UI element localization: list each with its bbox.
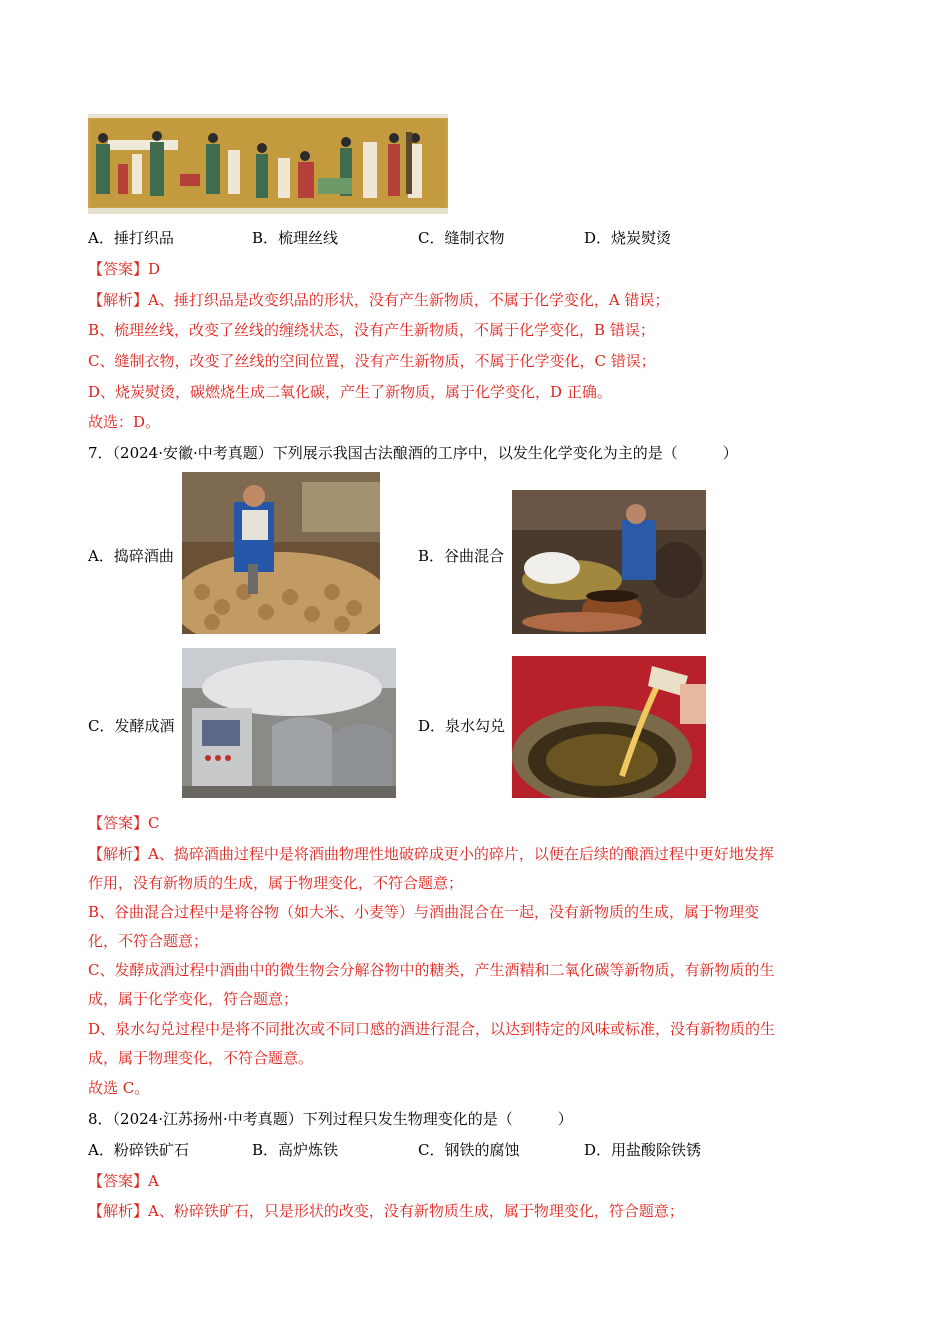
crushing-yeast-photo — [182, 472, 380, 634]
q6-option-d: D．烧炭熨烫 — [584, 229, 672, 247]
q7-answer: 【答案】C — [88, 814, 160, 832]
q7-analysis-line: D、泉水勾兑过程中是将不同批次或不同口感的酒进行混合，以达到特定的风味或标准，没有新物质的生 — [88, 1020, 776, 1038]
fermentation-photo — [182, 648, 396, 798]
q8-stem: 8．（2024·江苏扬州·中考真题）下列过程只发生物理变化的是（ ） — [88, 1110, 573, 1128]
q7-option-d: D．泉水勾兑 — [418, 717, 506, 735]
q8-option-b: B．高炉炼铁 — [252, 1141, 339, 1159]
q8-option-c: C．钢铁的腐蚀 — [418, 1141, 520, 1159]
q7-analysis-line: 成，属于化学变化，符合题意； — [88, 990, 299, 1008]
q8-answer: 【答案】A — [88, 1172, 159, 1190]
mixing-grain-photo — [512, 490, 706, 634]
q7-option-c: C．发酵成酒 — [88, 717, 175, 735]
q7-analysis-line: 作用，没有新物质的生成，属于物理变化，不符合题意； — [88, 874, 464, 892]
q7-option-b: B．谷曲混合 — [418, 547, 505, 565]
q8-option-d: D．用盐酸除铁锈 — [584, 1141, 702, 1159]
q6-option-b: B．梳理丝线 — [252, 229, 339, 247]
q8-analysis-line: 【解析】A、粉碎铁矿石，只是形状的改变，没有新物质生成，属于物理变化，符合题意； — [88, 1202, 684, 1220]
q8-option-a: A．粉碎铁矿石 — [88, 1141, 189, 1159]
q6-analysis-line: D、烧炭熨烫，碳燃烧生成二氧化碳，产生了新物质，属于化学变化，D 正确。 — [88, 383, 612, 401]
q6-option-c: C．缝制衣物 — [418, 229, 505, 247]
q7-analysis-line: 化，不符合题意； — [88, 932, 209, 950]
q6-analysis-line: 故选：D。 — [88, 413, 161, 431]
q7-analysis-line: 【解析】A、捣碎酒曲过程中是将酒曲物理性地破碎成更小的碎片，以便在后续的酿酒过程中更好地发挥 — [88, 845, 774, 863]
blending-liquor-photo — [512, 656, 706, 798]
q6-analysis-line: C、缝制衣物，改变了丝线的空间位置，没有产生新物质，不属于化学变化，C 错误； — [88, 352, 656, 370]
q6-answer: 【答案】D — [88, 260, 161, 278]
q6-analysis-line: 【解析】A、捶打织品是改变织品的形状，没有产生新物质，不属于化学变化，A 错误； — [88, 291, 670, 309]
q6-option-a: A．捶打织品 — [88, 229, 174, 247]
q7-stem: 7．（2024·安徽·中考真题）下列展示我国古法酿酒的工序中，以发生化学变化为主的是（ ） — [88, 444, 738, 462]
q7-analysis-line: C、发酵成酒过程中酒曲中的微生物会分解谷物中的糖类，产生酒精和二氧化碳等新物质，有新物质的生 — [88, 961, 775, 979]
silk-painting-image — [88, 114, 448, 214]
q7-analysis-line: B、谷曲混合过程中是将谷物（如大米、小麦等）与酒曲混合在一起，没有新物质的生成，属于物理变 — [88, 903, 760, 921]
q7-analysis-line: 故选 C。 — [88, 1079, 150, 1097]
q7-analysis-line: 成，属于物理变化，不符合题意。 — [88, 1049, 314, 1067]
q7-option-a: A．捣碎酒曲 — [88, 547, 174, 565]
q6-analysis-line: B、梳理丝线，改变了丝线的缠绕状态，没有产生新物质，不属于化学变化，B 错误； — [88, 321, 655, 339]
